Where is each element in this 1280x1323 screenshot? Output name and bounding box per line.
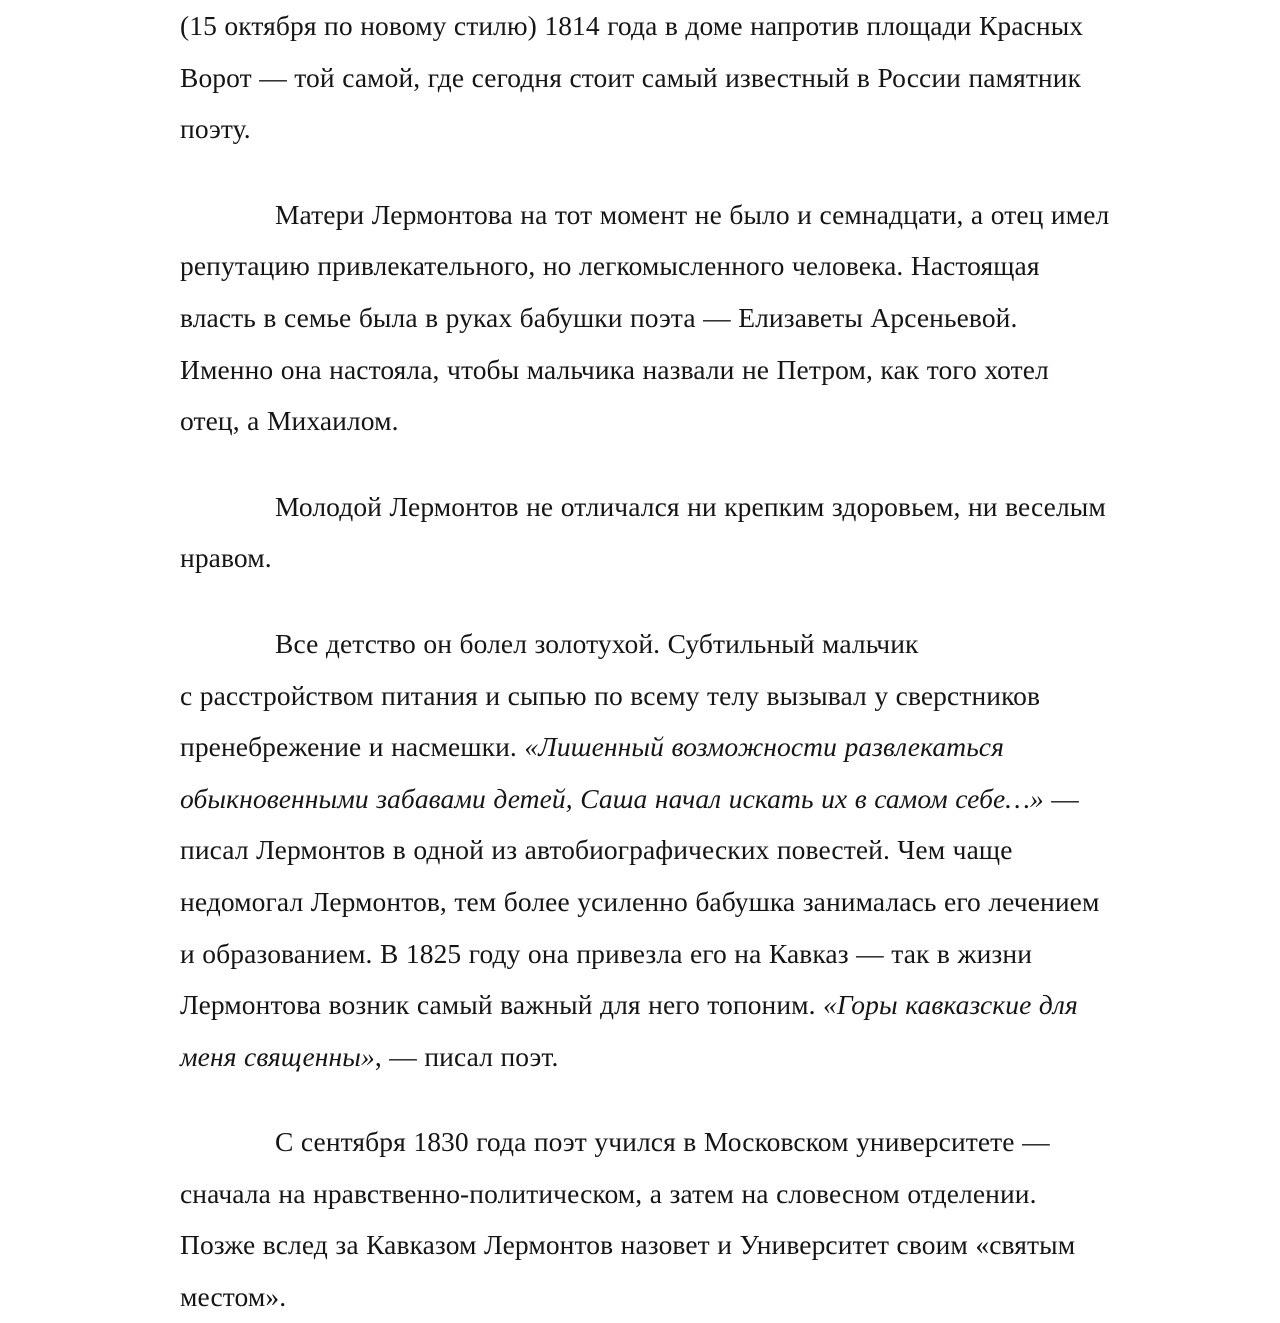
paragraph-birthplace: [180, 0, 1190, 155]
text-run: Матери Лермонтова на тот момент не было и семнадцати, а отец имел: [275, 198, 1110, 230]
text-run: поэту.: [180, 113, 251, 145]
text-run: —: [1043, 782, 1079, 814]
text-line: [180, 189, 1190, 241]
text-run: Все детство он болел золотухой. Субтильный мальчик: [275, 627, 919, 659]
text-line: [180, 1031, 1190, 1083]
text-line: [180, 1219, 1190, 1271]
text-line: [180, 344, 1190, 396]
text-line: [180, 52, 1190, 104]
text-run: нравом.: [180, 542, 272, 574]
text-line: [180, 1168, 1190, 1220]
text-line: [180, 103, 1190, 155]
text-line: [180, 876, 1190, 928]
text-line: [180, 928, 1190, 980]
text-run: с расстройством питания и сыпью по всему телу вызывал у сверстников: [180, 679, 1041, 711]
text-line: [180, 481, 1190, 533]
quote-italic-run: меня священны»: [180, 1040, 375, 1072]
text-run: , — писал поэт.: [374, 1040, 559, 1072]
text-line: [180, 240, 1190, 292]
quote-italic-run: «Горы кавказские для: [823, 989, 1078, 1021]
paragraph-university: [180, 1116, 1190, 1313]
text-run: репутацию привлекательного, но легкомысленного человека. Настоящая: [180, 250, 1040, 282]
text-run: Именно она настояла, чтобы мальчика назвали не Петром, как того хотел: [180, 353, 1049, 385]
text-line: [180, 824, 1190, 876]
quote-italic-run: обыкновенными забавами детей, Саша начал искать их в самом себе…»: [180, 782, 1044, 814]
text-line: [180, 0, 1190, 52]
text-run: Позже вслед за Кавказом Лермонтов назовет и Университет своим «святым: [180, 1229, 1076, 1261]
text-run: отец, а Михаилом.: [180, 405, 399, 437]
paragraph-childhood-illness: [180, 618, 1190, 1082]
text-run: (15 октября по новому стилю) 1814 года в доме напротив площади Красных: [180, 10, 1084, 41]
text-run: недомогал Лермонтов, тем более усиленно бабушка занималась его лечением: [180, 885, 1100, 917]
text-line: [180, 670, 1190, 722]
text-line: [180, 532, 1190, 584]
text-line: [180, 1116, 1190, 1168]
document-text-body: [180, 0, 1190, 1313]
text-line: [180, 395, 1190, 447]
text-line: [180, 773, 1190, 825]
text-run: сначала на нравственно-политическом, а затем на словесном отделении.: [180, 1177, 1037, 1209]
text-run: С сентября 1830 года поэт учился в Московском университете —: [275, 1126, 1050, 1158]
text-line: [180, 721, 1190, 773]
text-line: [180, 1271, 1190, 1313]
text-line: [180, 618, 1190, 670]
paragraph-mother-father: [180, 189, 1190, 447]
quote-italic-run: «Лишенный возможности развлекаться: [524, 731, 1004, 763]
text-line: [180, 292, 1190, 344]
text-run: власть в семье была в руках бабушки поэта — Елизаветы Арсеньевой.: [180, 301, 1018, 333]
paragraph-young-lermontov: [180, 481, 1190, 584]
text-run: и образованием. В 1825 году она привезла его на Кавказ — так в жизни: [180, 937, 1033, 969]
text-run: Ворот — той самой, где сегодня стоит самый известный в России памятник: [180, 61, 1082, 93]
text-run: местом».: [180, 1281, 287, 1313]
text-run: Лермонтова возник самый важный для него топоним.: [180, 989, 824, 1021]
text-run: пренебрежение и насмешки.: [180, 731, 525, 763]
text-run: Молодой Лермонтов не отличался ни крепким здоровьем, ни веселым: [275, 490, 1106, 522]
text-line: [180, 979, 1190, 1031]
text-run: писал Лермонтов в одной из автобиографических повестей. Чем чаще: [180, 834, 1013, 866]
